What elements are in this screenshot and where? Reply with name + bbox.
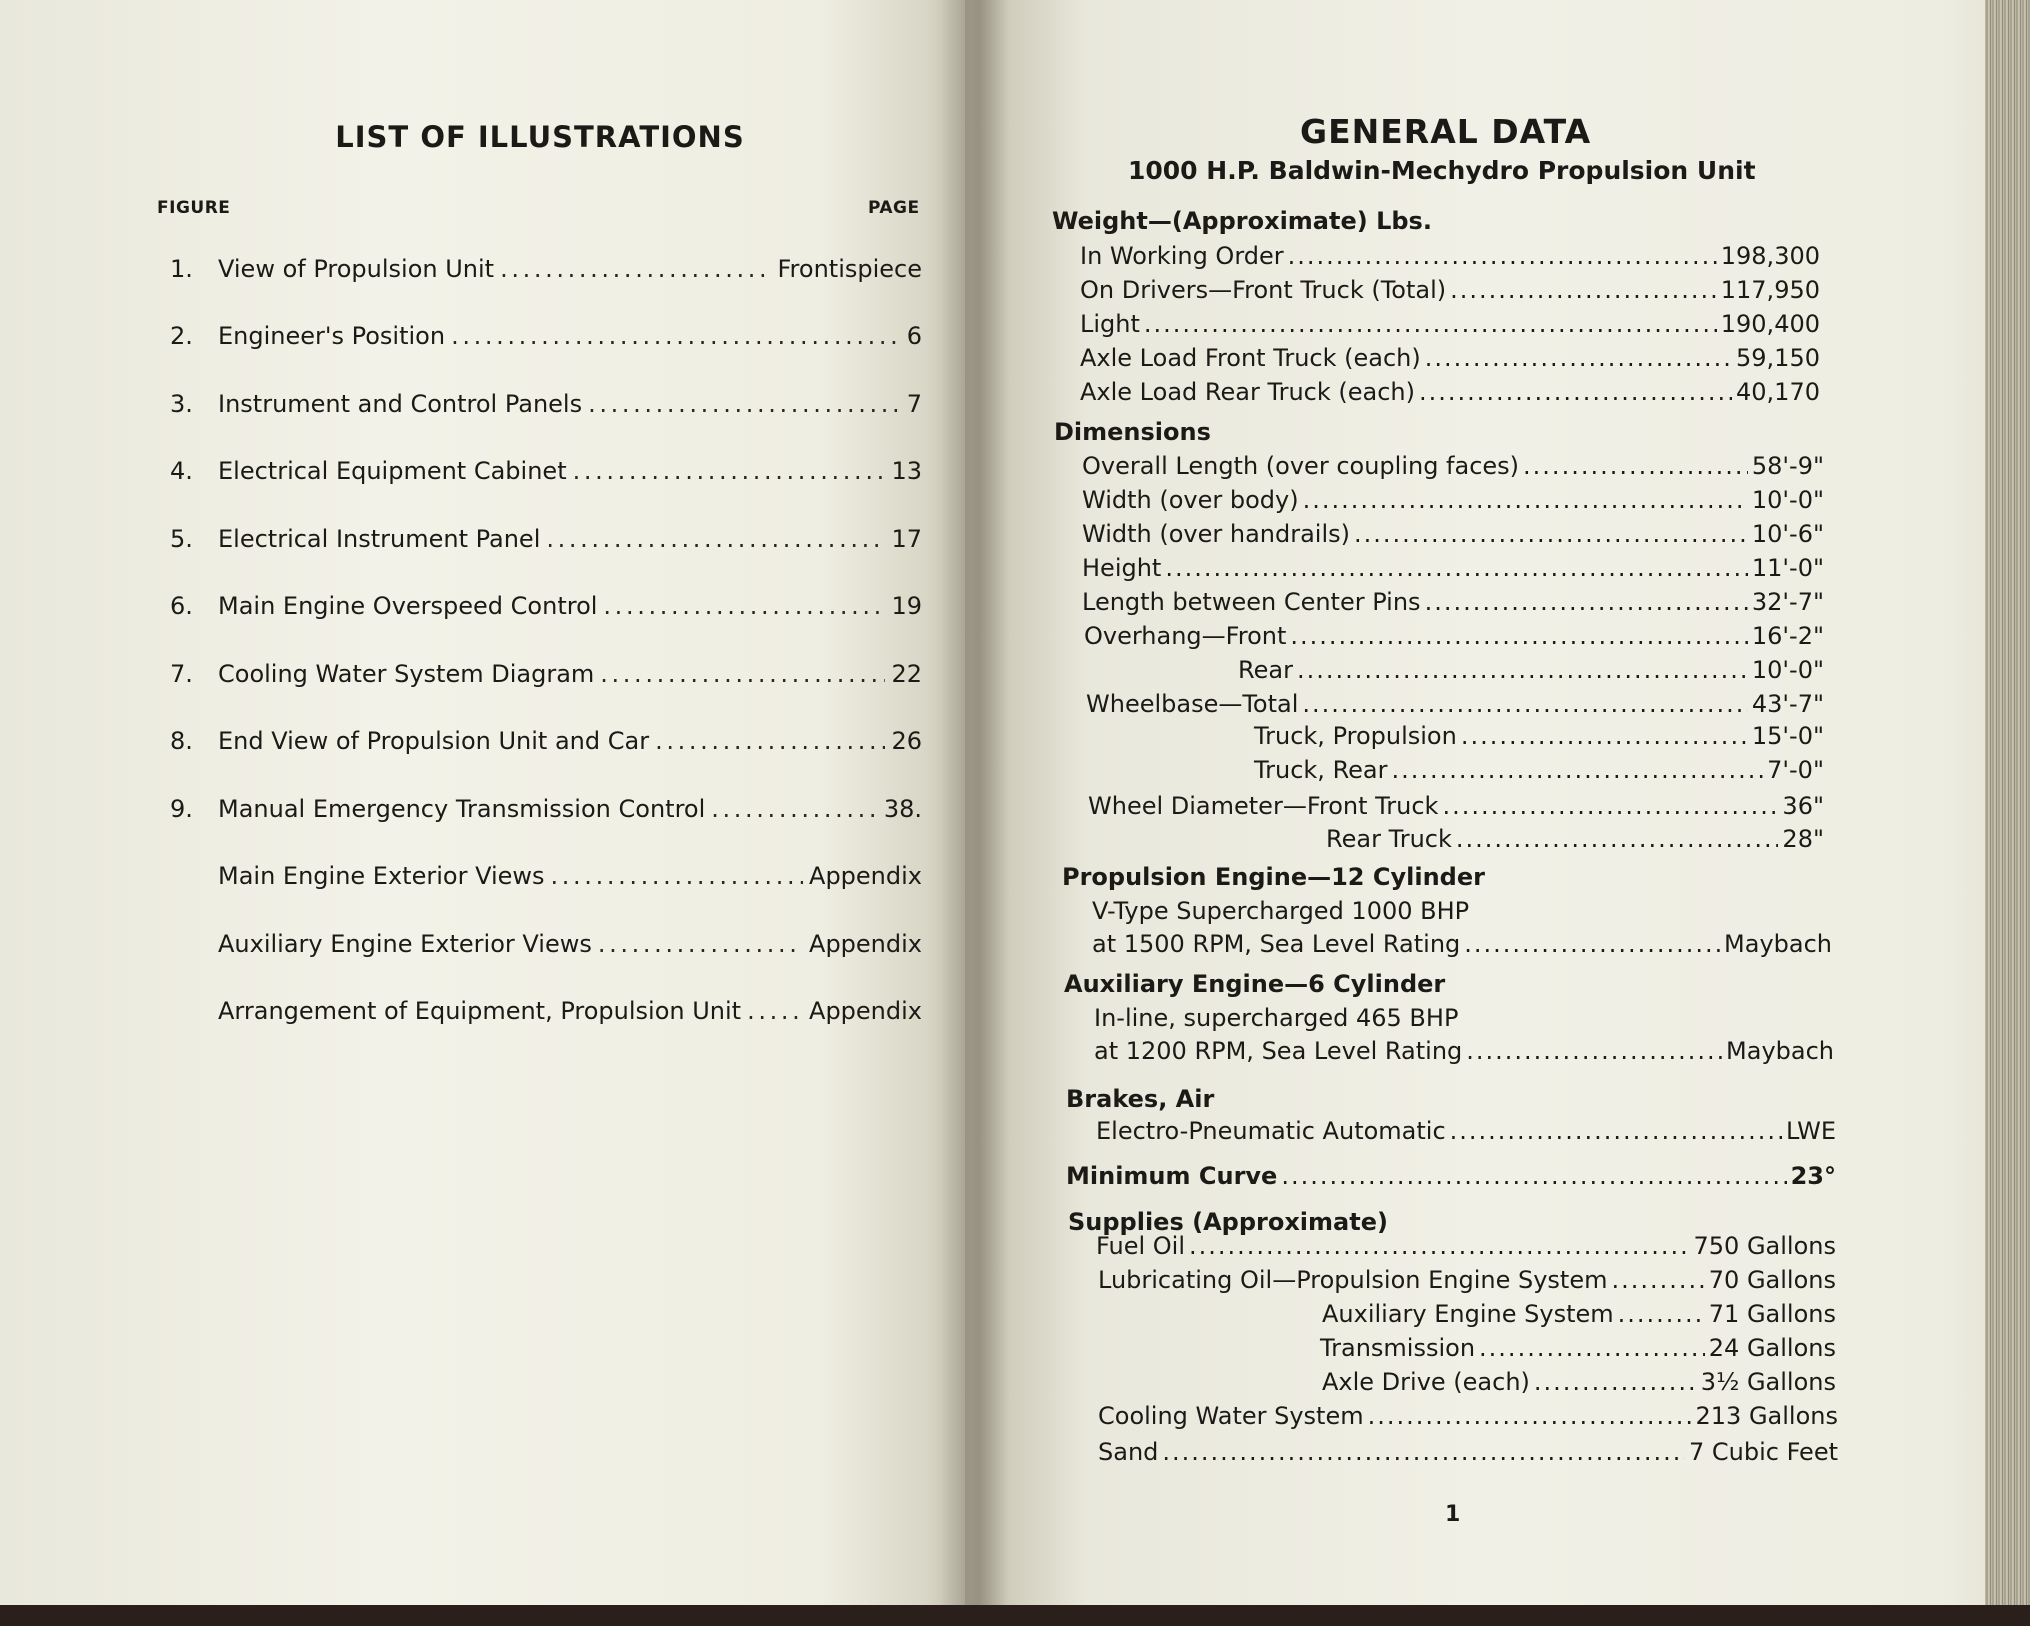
figure-title: Main Engine Exterior Views xyxy=(218,862,545,890)
data-row xyxy=(1080,242,1820,270)
data-row xyxy=(1254,756,1824,784)
row-value: 10'-0" xyxy=(1751,486,1824,514)
figure-page: 38. xyxy=(883,795,922,823)
data-row xyxy=(1254,722,1824,750)
propulsion-engine-type: V-Type Supercharged 1000 BHP xyxy=(1092,897,1470,925)
figure-title: Auxiliary Engine Exterior Views xyxy=(218,930,592,958)
leader-dots xyxy=(600,660,885,688)
data-row xyxy=(1238,656,1824,684)
list-item xyxy=(170,255,922,289)
row-label: at 1200 RPM, Sea Level Rating xyxy=(1094,1037,1463,1065)
figure-number: 3. xyxy=(170,390,193,418)
data-row xyxy=(1082,520,1824,548)
data-row xyxy=(1098,1438,1838,1466)
data-row xyxy=(1066,1162,1836,1190)
list-item xyxy=(170,997,922,1031)
list-item xyxy=(170,525,922,559)
data-row xyxy=(1092,930,1832,958)
supplies-heading: Supplies (Approximate) xyxy=(1068,1208,1388,1236)
row-label: Light xyxy=(1080,310,1140,338)
row-value: 23° xyxy=(1790,1162,1836,1190)
data-row xyxy=(1098,1266,1836,1294)
brakes-heading: Brakes, Air xyxy=(1066,1085,1215,1113)
row-label: Minimum Curve xyxy=(1066,1162,1278,1190)
row-value: 58'-9" xyxy=(1751,452,1824,480)
row-label: Height xyxy=(1082,554,1162,582)
list-item xyxy=(170,930,922,964)
list-item xyxy=(170,727,922,761)
row-label: Width (over handrails) xyxy=(1082,520,1351,548)
row-label: Overhang—Front xyxy=(1084,622,1287,650)
figure-title: Cooling Water System Diagram xyxy=(218,660,595,688)
figure-number: 4. xyxy=(170,457,193,485)
figure-page: 7 xyxy=(906,390,922,418)
figure-number: 6. xyxy=(170,592,193,620)
row-label: Sand xyxy=(1098,1438,1159,1466)
row-label: On Drivers—Front Truck (Total) xyxy=(1080,276,1447,304)
row-value: Maybach xyxy=(1724,930,1832,958)
figure-page: 17 xyxy=(891,525,922,553)
data-row xyxy=(1080,344,1820,372)
data-row xyxy=(1326,825,1824,853)
data-row xyxy=(1096,1232,1836,1260)
row-value: 32'-7" xyxy=(1751,588,1824,616)
figure-number: 1. xyxy=(170,255,193,283)
row-value: 24 Gallons xyxy=(1708,1334,1836,1362)
figure-title: Electrical Instrument Panel xyxy=(218,525,541,553)
page-edges xyxy=(1985,0,2030,1626)
row-label: Fuel Oil xyxy=(1096,1232,1185,1260)
row-value: 7 Cubic Feet xyxy=(1688,1438,1838,1466)
figure-page: 22 xyxy=(891,660,922,688)
leader-dots xyxy=(451,322,901,350)
figure-title: Instrument and Control Panels xyxy=(218,390,583,418)
row-label: Length between Center Pins xyxy=(1082,588,1421,616)
data-row xyxy=(1082,588,1824,616)
row-label: Truck, Rear xyxy=(1254,756,1388,784)
row-label: Axle Drive (each) xyxy=(1322,1368,1530,1396)
data-row xyxy=(1322,1368,1836,1396)
list-item xyxy=(170,862,922,896)
propulsion-engine-heading: Propulsion Engine—12 Cylinder xyxy=(1062,863,1485,891)
row-label: Cooling Water System xyxy=(1098,1402,1364,1430)
data-row xyxy=(1084,622,1824,650)
row-label: Axle Load Front Truck (each) xyxy=(1080,344,1421,372)
row-label: Truck, Propulsion xyxy=(1254,722,1457,750)
figure-title: Engineer's Position xyxy=(218,322,446,350)
row-label: Transmission xyxy=(1320,1334,1476,1362)
row-value: 36" xyxy=(1782,792,1824,820)
list-item xyxy=(170,322,922,356)
data-row xyxy=(1088,792,1824,820)
row-value: 750 Gallons xyxy=(1693,1232,1836,1260)
row-label: Overall Length (over coupling faces) xyxy=(1082,452,1520,480)
list-item xyxy=(170,795,922,829)
page-number: 1 xyxy=(1445,1502,1461,1527)
row-value: 213 Gallons xyxy=(1695,1402,1838,1430)
row-label: Lubricating Oil—Propulsion Engine System xyxy=(1098,1266,1608,1294)
row-label: at 1500 RPM, Sea Level Rating xyxy=(1092,930,1461,958)
figure-page: 19 xyxy=(891,592,922,620)
data-row xyxy=(1094,1037,1834,1065)
figure-title: View of Propulsion Unit xyxy=(218,255,495,283)
row-value: 28" xyxy=(1782,825,1824,853)
figure-title: Arrangement of Equipment, Propulsion Unit xyxy=(218,997,742,1025)
figure-page: Appendix xyxy=(809,930,922,958)
row-value: 11'-0" xyxy=(1751,554,1824,582)
row-value: 70 Gallons xyxy=(1708,1266,1836,1294)
data-row xyxy=(1080,378,1820,406)
row-value: 59,150 xyxy=(1736,344,1820,372)
figure-page: 26 xyxy=(891,727,922,755)
figure-title: Main Engine Overspeed Control xyxy=(218,592,598,620)
figure-number: 9. xyxy=(170,795,193,823)
data-row xyxy=(1082,486,1824,514)
data-row xyxy=(1080,276,1820,304)
data-row xyxy=(1098,1402,1838,1430)
row-label: Rear Truck xyxy=(1326,825,1452,853)
data-row xyxy=(1082,554,1824,582)
page-column-heading: PAGE xyxy=(868,198,920,218)
row-label: Auxiliary Engine System xyxy=(1322,1300,1614,1328)
figure-title: Electrical Equipment Cabinet xyxy=(218,457,567,485)
dimensions-heading: Dimensions xyxy=(1054,418,1211,446)
figure-page: Appendix xyxy=(809,862,922,890)
auxiliary-engine-heading: Auxiliary Engine—6 Cylinder xyxy=(1064,970,1446,998)
list-item xyxy=(170,390,922,424)
figure-page: 13 xyxy=(891,457,922,485)
figure-column-heading: FIGURE xyxy=(157,198,231,218)
data-row xyxy=(1320,1334,1836,1362)
data-row xyxy=(1080,310,1820,338)
row-value: 71 Gallons xyxy=(1708,1300,1836,1328)
leader-dots xyxy=(747,997,803,1025)
leader-dots xyxy=(598,930,803,958)
leader-dots xyxy=(711,795,878,823)
book-gutter xyxy=(940,0,1010,1626)
figure-page: Appendix xyxy=(809,997,922,1025)
figure-number: 2. xyxy=(170,322,193,350)
row-value: 117,950 xyxy=(1720,276,1820,304)
leader-dots xyxy=(500,255,771,283)
row-value: Maybach xyxy=(1726,1037,1834,1065)
general-data-subtitle: 1000 H.P. Baldwin-Mechydro Propulsion Unit xyxy=(1128,156,1756,185)
leader-dots xyxy=(546,525,885,553)
row-value: LWE xyxy=(1785,1117,1836,1145)
row-label: In Working Order xyxy=(1080,242,1284,270)
data-row xyxy=(1082,452,1824,480)
row-value: 198,300 xyxy=(1720,242,1820,270)
auxiliary-engine-type: In-line, supercharged 465 BHP xyxy=(1094,1004,1459,1032)
row-value: 10'-6" xyxy=(1751,520,1824,548)
figure-title: Manual Emergency Transmission Control xyxy=(218,795,706,823)
data-row xyxy=(1322,1300,1836,1328)
figure-title: End View of Propulsion Unit and Car xyxy=(218,727,650,755)
weight-heading: Weight—(Approximate) Lbs. xyxy=(1052,207,1432,235)
figure-page: 6 xyxy=(906,322,922,350)
leader-dots xyxy=(655,727,885,755)
leader-dots xyxy=(551,862,804,890)
row-label: Electro-Pneumatic Automatic xyxy=(1096,1117,1446,1145)
row-value: 43'-7" xyxy=(1751,690,1824,718)
row-label: Wheel Diameter—Front Truck xyxy=(1088,792,1439,820)
row-value: 190,400 xyxy=(1720,310,1820,338)
row-label: Width (over body) xyxy=(1082,486,1299,514)
row-value: 7'-0" xyxy=(1767,756,1824,784)
row-label: Wheelbase—Total xyxy=(1086,690,1299,718)
leader-dots xyxy=(573,457,886,485)
row-value: 3½ Gallons xyxy=(1700,1368,1836,1396)
data-row xyxy=(1096,1117,1836,1145)
list-of-illustrations-title: LIST OF ILLUSTRATIONS xyxy=(335,120,745,154)
leader-dots xyxy=(603,592,885,620)
row-label: Axle Load Rear Truck (each) xyxy=(1080,378,1415,406)
list-item xyxy=(170,457,922,491)
figure-number: 5. xyxy=(170,525,193,553)
row-value: 16'-2" xyxy=(1751,622,1824,650)
row-label: Rear xyxy=(1238,656,1293,684)
row-value: 40,170 xyxy=(1736,378,1820,406)
figure-page: Frontispiece xyxy=(777,255,922,283)
leader-dots xyxy=(588,390,901,418)
row-value: 15'-0" xyxy=(1751,722,1824,750)
general-data-title: GENERAL DATA xyxy=(1300,112,1592,151)
list-item xyxy=(170,660,922,694)
list-item xyxy=(170,592,922,626)
bottom-edge xyxy=(0,1605,2030,1626)
figure-number: 7. xyxy=(170,660,193,688)
figure-number: 8. xyxy=(170,727,193,755)
data-row xyxy=(1086,690,1824,718)
row-value: 10'-0" xyxy=(1751,656,1824,684)
